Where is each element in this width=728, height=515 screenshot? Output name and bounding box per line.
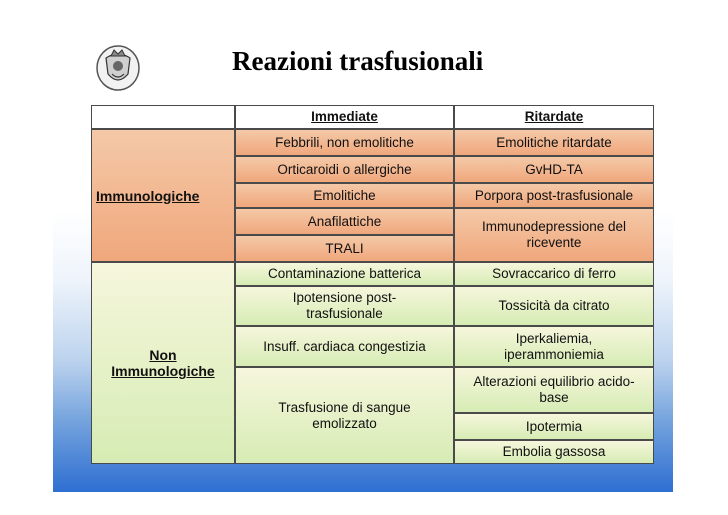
header-immediate: Immediate [235, 105, 454, 129]
cell-non-delayed: Alterazioni equilibrio acido-base [454, 367, 654, 413]
cell-non-delayed: Ipotermia [454, 413, 654, 440]
cell-non-delayed: Sovraccarico di ferro [454, 262, 654, 286]
cell-immuno-delayed: GvHD-TA [454, 156, 654, 183]
cell-immuno-immediate: Orticaroidi o allergiche [235, 156, 454, 183]
reactions-table [91, 105, 654, 464]
crest-logo [94, 44, 142, 92]
cell-immuno-immediate: TRALI [235, 235, 454, 262]
cell-non-delayed: Iperkaliemia, iperammoniemia [454, 326, 654, 367]
cell-non-immediate: Insuff. cardiaca congestizia [235, 326, 454, 367]
header-corner [91, 105, 235, 129]
cell-immuno-delayed: Immunodepressione del ricevente [454, 208, 654, 262]
cell-non-delayed: Embolia gassosa [454, 440, 654, 464]
cell-immuno-delayed: Porpora post-trasfusionale [454, 183, 654, 208]
cell-immuno-delayed: Emolitiche ritardate [454, 129, 654, 156]
cell-immuno-immediate: Emolitiche [235, 183, 454, 208]
cell-non-delayed: Tossicità da citrato [454, 286, 654, 326]
cell-non-immediate: Ipotensione post-trasfusionale [235, 286, 454, 326]
cell-non-immediate: Trasfusione di sangue emolizzato [235, 367, 454, 464]
cell-immuno-immediate: Anafilattiche [235, 208, 454, 235]
cell-immuno-immediate: Febbrili, non emolitiche [235, 129, 454, 156]
header-delayed: Ritardate [454, 105, 654, 129]
group-non-immunologiche: Non Immunologiche [91, 262, 235, 464]
page-title: Reazioni trasfusionali [232, 46, 484, 76]
cell-non-immediate: Contaminazione batterica [235, 262, 454, 286]
group-immunologiche: Immunologiche [91, 129, 235, 262]
